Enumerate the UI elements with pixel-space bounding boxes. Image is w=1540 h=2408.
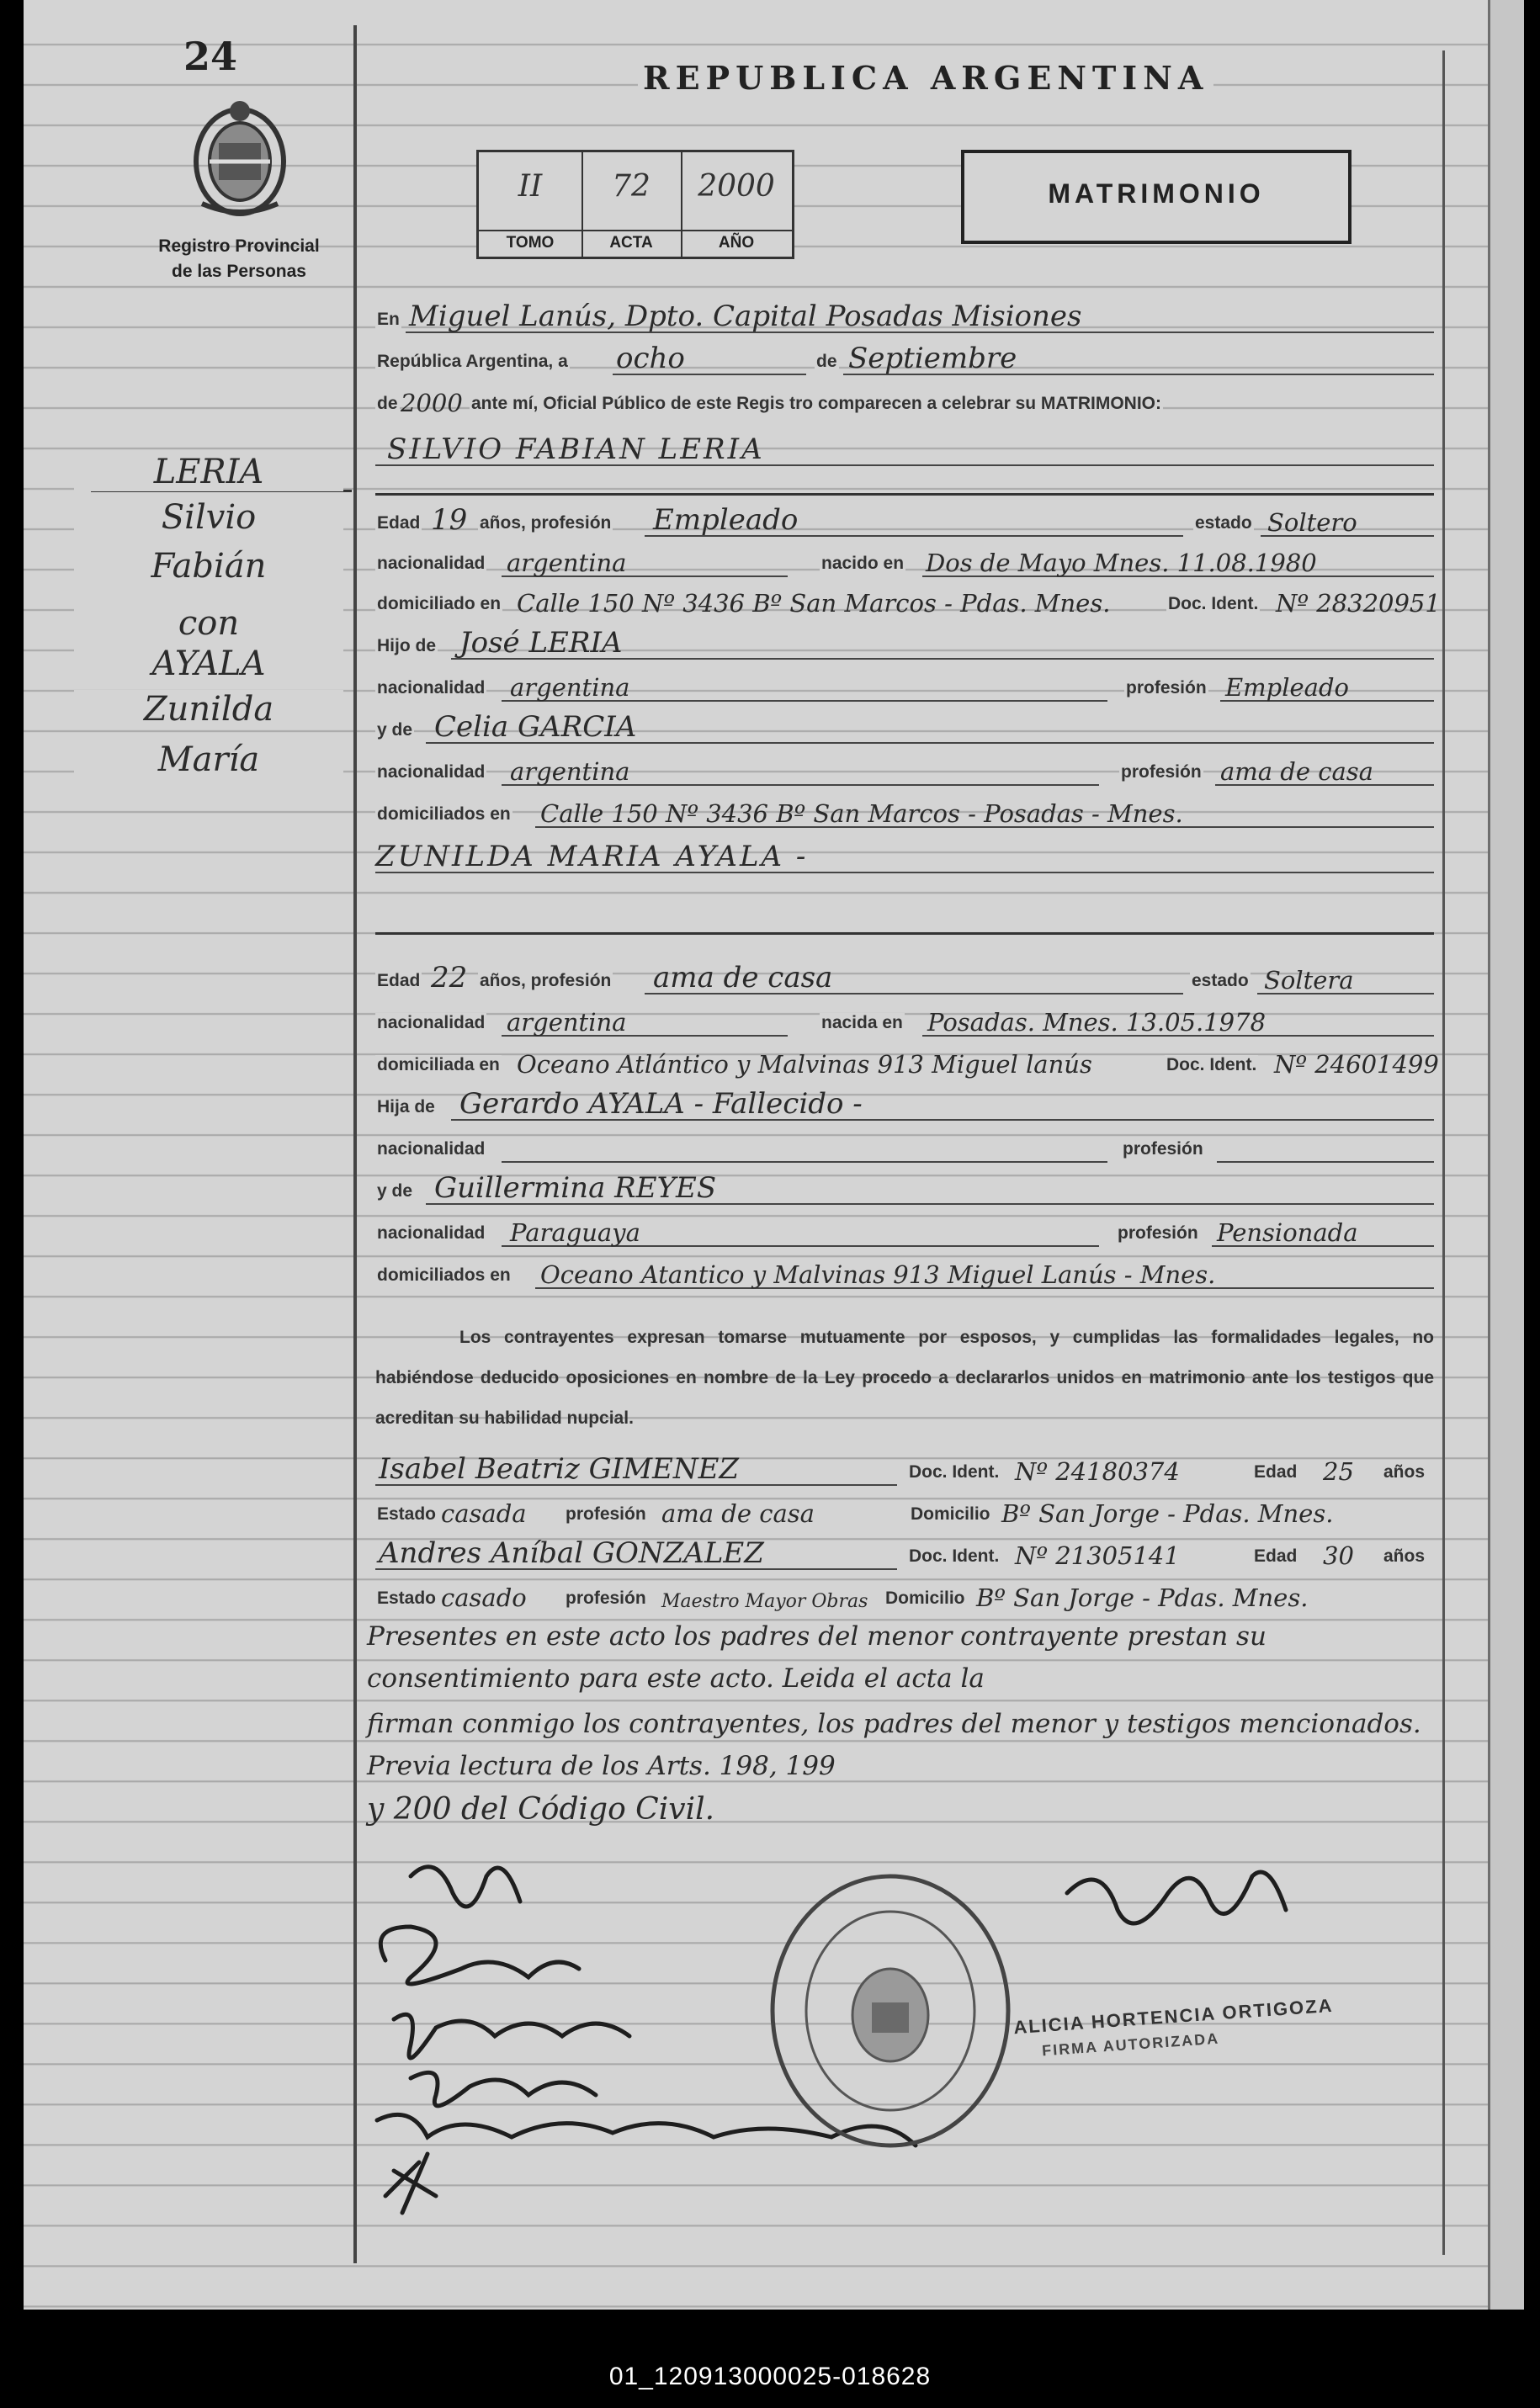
year: 2000 bbox=[401, 389, 463, 417]
remarks-line-2: firman conmigo los contrayentes, los padres del menor y testigos mencionados. Previa lectura de los Arts. 198, 199 bbox=[367, 1709, 1421, 1781]
official-seal-icon bbox=[764, 1868, 1017, 2154]
groom-address-row: domiciliado en Calle 150 Nº 3436 Bº San Marcos - Pdas. Mnes. Doc. Ident. Nº 28320951 bbox=[377, 589, 1441, 618]
tomo-cell: II TOMO bbox=[479, 152, 583, 257]
witness2-details-row: Estado casado profesión Maestro Mayor Obras Domicilio Bº San Jorge - Pdas. Mnes. bbox=[377, 1583, 1309, 1612]
groom-parents-address-row: domiciliados en Calle 150 Nº 3436 Bº San Marcos - Posadas - Mnes. bbox=[375, 789, 1434, 830]
declaration-text: Los contrayentes expresan tomarse mutuamente por esposos, y cumplidas las formalidades legales, no habiéndose deducido oposiciones en nombre de la Ley procedo a declararlos unidos en matrimonio ante los testigos que acreditan su habilidad nupcial. bbox=[375, 1328, 1434, 1428]
act-type-box bbox=[961, 150, 1351, 244]
groom-mother-nat-row: nacionalidad argentina profesión ama de casa bbox=[375, 747, 1434, 788]
coat-of-arms-icon bbox=[185, 94, 295, 220]
act-type: MATRIMONIO bbox=[1048, 178, 1265, 209]
margin-surname-bride: AYALA bbox=[74, 644, 343, 683]
bride-nationality-row: nacionalidad argentina nacida en Posadas. Mnes. 13.05.1978 bbox=[375, 998, 1434, 1038]
register-page bbox=[24, 0, 1488, 2310]
witness1-name-row: Isabel Beatriz GIMENEZ Doc. Ident. Nº 24180374 Edad 25 años bbox=[375, 1447, 1434, 1488]
margin-middle-name-bride: María bbox=[74, 740, 343, 779]
groom-father-nat-row: nacionalidad argentina profesión Empleado bbox=[375, 663, 1434, 703]
intro-date-row: República Argentina, a ocho de Septiembre bbox=[375, 337, 1434, 377]
groom-name-row bbox=[375, 427, 1434, 468]
groom-mother-row: y de Celia GARCIA bbox=[375, 705, 1434, 745]
bride-name: ZUNILDA MARIA AYALA - bbox=[375, 840, 809, 873]
bride-section-rule bbox=[375, 932, 1434, 935]
acta-cell: 72 ACTA bbox=[581, 152, 682, 257]
page-number: 24 bbox=[183, 34, 238, 79]
binding-edge bbox=[1488, 0, 1524, 2322]
margin-conjunction: con bbox=[74, 604, 343, 643]
witness1-name: Isabel Beatriz GIMENEZ bbox=[379, 1452, 740, 1486]
bride-mother-nat-row: nacionalidad Paraguaya profesión Pensionada bbox=[375, 1208, 1434, 1249]
bride-address-row: domiciliada en Oceano Atlántico y Malvinas 913 Miguel lanús Doc. Ident. Nº 24601499 bbox=[377, 1050, 1439, 1079]
record-number-box bbox=[476, 150, 794, 259]
ano-cell: 2000 AÑO bbox=[681, 152, 792, 257]
bride-father-row: Hija de Gerardo AYALA - Fallecido - bbox=[375, 1082, 1434, 1122]
official-role-stamp: FIRMA AUTORIZADA bbox=[1041, 2029, 1220, 2060]
bride-name-row bbox=[375, 835, 1434, 875]
witness2-name: Andres Aníbal GONZALEZ bbox=[379, 1536, 764, 1570]
bride-parents-address-row: domiciliados en Oceano Atantico y Malvinas 913 Miguel Lanús - Mnes. bbox=[375, 1250, 1434, 1291]
bride-age-row: Edad 22 años, profesión ama de casa estado Soltera bbox=[375, 956, 1434, 996]
country-heading: REPUBLICA ARGENTINA bbox=[638, 59, 1213, 97]
witness1-details-row: Estado casada profesión ama de casa Domicilio Bº San Jorge - Pdas. Mnes. bbox=[377, 1499, 1334, 1528]
month: Septiembre bbox=[848, 342, 1017, 375]
margin-column bbox=[24, 0, 353, 2310]
intro-year-row: de 2000 ante mí, Oficial Público de este Regis tro comparecen a celebrar su MATRIMONIO: bbox=[377, 389, 1161, 417]
margin-first-name-groom: Silvio bbox=[74, 498, 343, 537]
intro-place-row: En Miguel Lanús, Dpto. Capital Posadas Misiones bbox=[375, 294, 1434, 335]
bride-mother-row: y de Guillermina REYES bbox=[375, 1166, 1434, 1207]
witness2-name-row: Andres Aníbal GONZALEZ Doc. Ident. Nº 21305141 Edad 30 años bbox=[375, 1531, 1434, 1572]
groom-father-row: Hijo de José LERIA bbox=[375, 621, 1434, 661]
groom-section-rule bbox=[375, 493, 1434, 496]
bride-father-nat-row: nacionalidad profesión bbox=[375, 1124, 1434, 1164]
place: Miguel Lanús, Dpto. Capital Posadas Misiones bbox=[409, 300, 1082, 333]
margin-middle-name-groom: Fabián bbox=[74, 547, 343, 586]
remarks-line-1: Presentes en este acto los padres del menor contrayente prestan su consentimiento para este acto. Leida el acta la bbox=[367, 1621, 1267, 1694]
margin-first-name-bride: Zunilda bbox=[74, 690, 343, 729]
groom-age-row: Edad 19 años, profesión Empleado estado Soltero bbox=[375, 498, 1434, 538]
image-caption: 01_120913000025-018628 bbox=[608, 2363, 932, 2390]
remarks-line-3: y 200 del Código Civil. bbox=[367, 1792, 715, 1827]
scan-border bbox=[0, 2310, 1540, 2408]
groom-nationality-row: nacionalidad argentina nacido en Dos de Mayo Mnes. 11.08.1980 bbox=[375, 538, 1434, 579]
official-name-stamp: ALICIA HORTENCIA ORTIGOZA bbox=[1012, 1994, 1335, 2039]
registry-label: Registro Provincial de las Personas bbox=[158, 236, 320, 281]
margin-surname-groom: LERIA bbox=[74, 453, 343, 491]
day: ocho bbox=[616, 342, 685, 375]
groom-name: SILVIO FABIAN LERIA bbox=[387, 432, 765, 466]
margin-rule bbox=[353, 25, 357, 2263]
